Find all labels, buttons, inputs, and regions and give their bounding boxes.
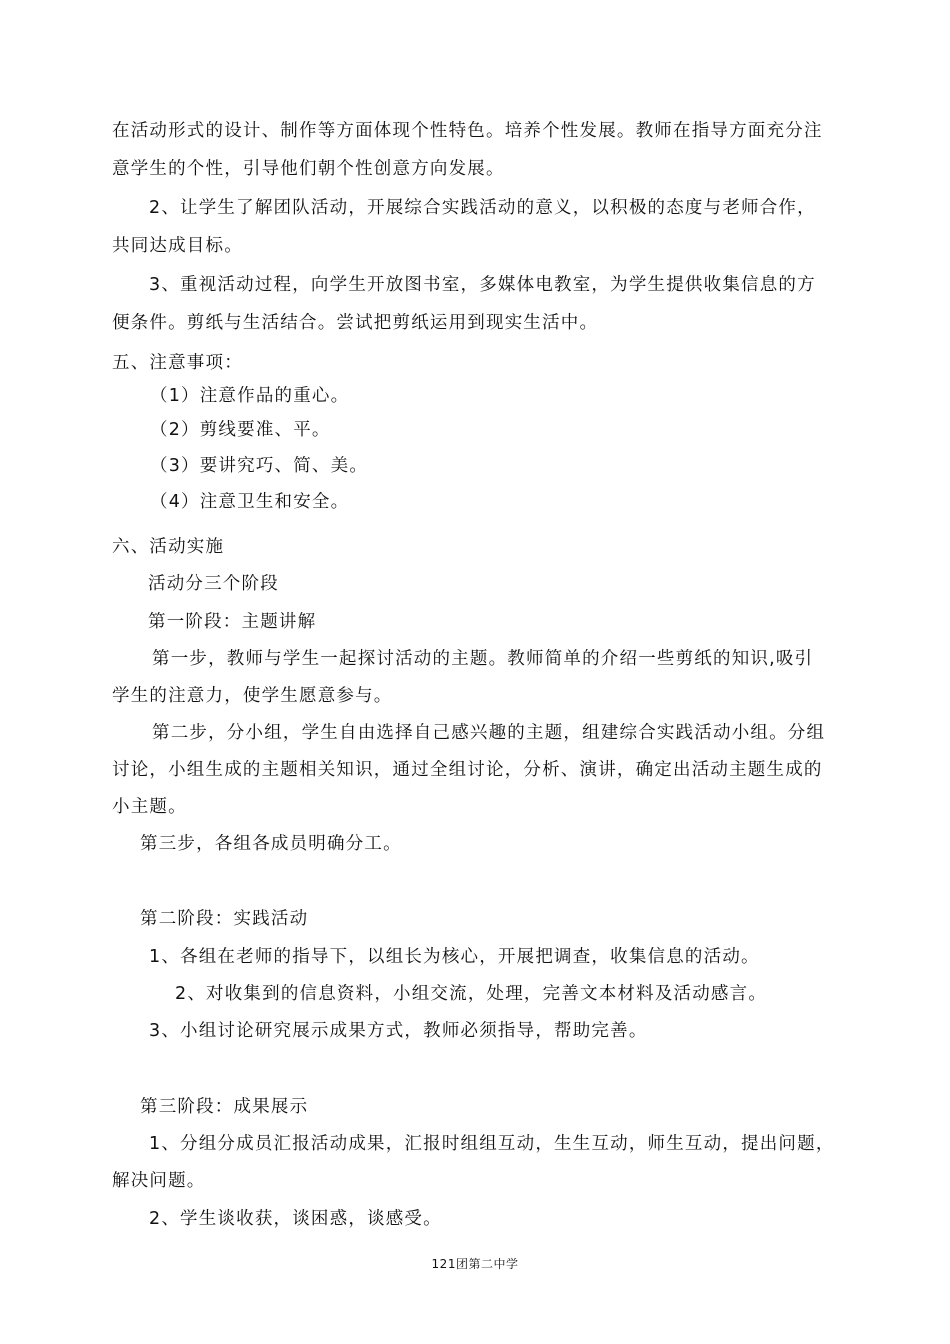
- text-line: 3、重视活动过程，向学生开放图书室，多媒体电教室，为学生提供收集信息的方: [149, 275, 816, 295]
- text-line: 小主题。: [112, 797, 187, 817]
- list-item: （1）注意作品的重心。: [150, 386, 350, 406]
- text-line: 讨论，小组生成的主题相关知识，通过全组讨论，分析、演讲，确定出活动主题生成的: [112, 760, 823, 780]
- text-line: 便条件。剪纸与生活结合。尝试把剪纸运用到现实生活中。: [112, 313, 599, 333]
- list-item: （3）要讲究巧、简、美。: [150, 456, 369, 476]
- page-footer: 121团第二中学: [431, 1257, 519, 1271]
- section-heading: 六、活动实施: [112, 537, 225, 557]
- text-line: 意学生的个性，引导他们朝个性创意方向发展。: [112, 159, 505, 179]
- list-item: （4）注意卫生和安全。: [150, 492, 350, 512]
- subsection-heading: 第一阶段：主题讲解: [148, 612, 317, 632]
- text-line: 第一步，教师与学生一起探讨活动的主题。教师简单的介绍一些剪纸的知识,吸引: [152, 649, 814, 669]
- subsection-heading: 第二阶段：实践活动: [140, 909, 309, 929]
- text-line: 2、让学生了解团队活动，开展综合实践活动的意义，以积极的态度与老师合作，: [149, 198, 816, 218]
- text-line: 第二步，分小组，学生自由选择自己感兴趣的主题，组建综合实践活动小组。分组: [152, 723, 826, 743]
- section-heading: 五、注意事项：: [112, 353, 243, 373]
- text-line: 1、分组分成员汇报活动成果，汇报时组组互动，生生互动，师生互动，提出问题，: [149, 1134, 835, 1154]
- text-line: 在活动形式的设计、制作等方面体现个性特色。培养个性发展。教师在指导方面充分注: [112, 121, 823, 141]
- text-line: 活动分三个阶段: [148, 574, 279, 594]
- text-line: 共同达成目标。: [112, 236, 243, 256]
- text-line: 2、对收集到的信息资料，小组交流，处理，完善文本材料及活动感言。: [175, 984, 768, 1004]
- text-line: 解决问题。: [112, 1171, 206, 1191]
- text-line: 3、小组讨论研究展示成果方式，教师必须指导，帮助完善。: [149, 1021, 648, 1041]
- text-line: 1、各组在老师的指导下，以组长为核心，开展把调查，收集信息的活动。: [149, 947, 760, 967]
- text-line: 第三步，各组各成员明确分工。: [140, 834, 402, 854]
- list-item: （2）剪线要准、平。: [150, 420, 331, 440]
- text-line: 学生的注意力，使学生愿意参与。: [112, 686, 393, 706]
- subsection-heading: 第三阶段：成果展示: [140, 1097, 309, 1117]
- text-line: 2、学生谈收获，谈困惑，谈感受。: [149, 1209, 442, 1229]
